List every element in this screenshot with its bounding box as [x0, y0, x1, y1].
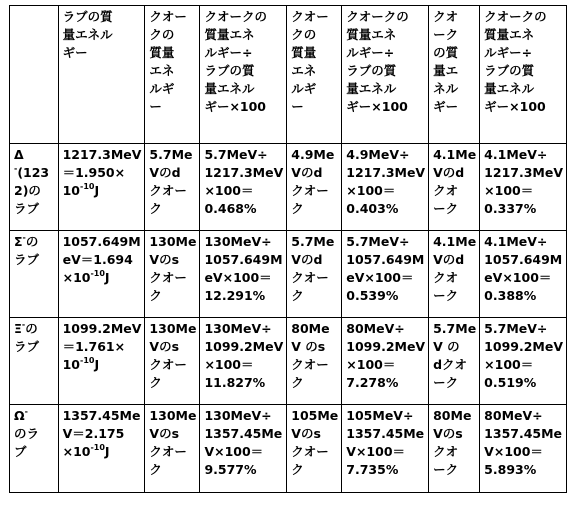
lab-energy-unit: J	[104, 444, 110, 459]
ratio-cell-2: 5.7MeV÷ 1057.649M eV×100＝ 0.539%	[342, 231, 429, 318]
lab-energy-exponent: -10	[80, 356, 95, 365]
header-row	[10, 6, 567, 144]
row-label-superscript: -	[14, 164, 18, 173]
ratio-cell-3: 5.7MeV÷ 1099.2MeV ×100＝ 0.519%	[480, 318, 567, 405]
row-label-symbol: Σ	[14, 234, 23, 249]
quark-energy-cell-3: 4.1Me Vのd クオ ーク	[429, 144, 480, 231]
header-cell-quark-energy-2: クオー クの 質量 エネ ルギ ー	[287, 6, 342, 144]
ratio-cell-3: 4.1MeV÷ 1057.649M eV×100＝ 0.388%	[480, 231, 567, 318]
lab-energy-cell	[58, 405, 145, 493]
row-label-text: (123 2)の ラブ	[14, 165, 50, 216]
lab-energy-value: 1357.45Me V＝2.175 ×10	[62, 408, 141, 459]
table-row-sigma	[10, 231, 567, 318]
header-cell-corner	[10, 6, 59, 144]
quark-energy-cell-2: 80Me V のs クオー ク	[287, 318, 342, 405]
lab-energy-value: 1057.649M eV＝1.694 ×10	[62, 234, 141, 285]
quark-energy-cell-3: 5.7Me V の dクオ ーク	[429, 318, 480, 405]
quark-energy-cell-1: 130Me Vのs クオー ク	[145, 405, 200, 493]
header-cell-ratio-2: クオークの 質量エネ ルギー÷ ラブの質 量エネル ギー×100	[342, 6, 429, 144]
header-cell-ratio-1: クオークの 質量エネ ルギー÷ ラブの質 量エネル ギー×100	[200, 6, 287, 144]
mass-energy-table	[9, 5, 567, 493]
lab-energy-cell	[58, 318, 145, 405]
quark-energy-cell-1: 5.7Me Vのd クオー ク	[145, 144, 200, 231]
header-cell-lab-energy: ラブの質 量エネル ギー	[58, 6, 145, 144]
row-label-cell	[10, 144, 59, 231]
quark-energy-cell-2: 105Me Vのs クオー ク	[287, 405, 342, 493]
row-label-cell	[10, 318, 59, 405]
lab-energy-value: 1217.3MeV ＝1.950× 10	[62, 147, 142, 198]
ratio-cell-2: 4.9MeV÷ 1217.3MeV ×100＝ 0.403%	[342, 144, 429, 231]
quark-energy-cell-1: 130Me Vのs クオー ク	[145, 231, 200, 318]
header-cell-quark-energy-3: クオ ーク の質 量エ ネル ギー	[429, 6, 480, 144]
ratio-cell-1: 130MeV÷ 1057.649M eV×100＝ 12.291%	[200, 231, 287, 318]
row-label-text: の ラブ	[14, 234, 40, 267]
row-label-superscript: -	[24, 407, 28, 416]
quark-energy-cell-3: 80Me Vのs クオ ーク	[429, 405, 480, 493]
lab-energy-unit: J	[104, 270, 110, 285]
lab-energy-exponent: -10	[90, 443, 105, 452]
quark-energy-cell-2: 4.9Me Vのd クオー ク	[287, 144, 342, 231]
lab-energy-unit: J	[94, 183, 100, 198]
ratio-cell-1: 130MeV÷ 1357.45Me V×100＝ 9.577%	[200, 405, 287, 493]
lab-energy-value: 1099.2MeV ＝1.761× 10	[62, 321, 142, 372]
row-label-symbol: Ξ	[14, 321, 22, 336]
ratio-cell-2: 80MeV÷ 1099.2MeV ×100＝ 7.278%	[342, 318, 429, 405]
ratio-cell-1: 130MeV÷ 1099.2MeV ×100＝ 11.827%	[200, 318, 287, 405]
table-row-xi	[10, 318, 567, 405]
ratio-cell-1: 5.7MeV÷ 1217.3MeV ×100＝ 0.468%	[200, 144, 287, 231]
quark-energy-cell-1: 130Me Vのs クオー ク	[145, 318, 200, 405]
row-label-symbol: Δ	[14, 147, 24, 162]
row-label-superscript: -	[21, 320, 26, 329]
ratio-cell-2: 105MeV÷ 1357.45Me V×100＝ 7.735%	[342, 405, 429, 493]
header-cell-quark-energy-1: クオー クの 質量 エネ ルギ ー	[145, 6, 200, 144]
header-cell-ratio-3: クオークの 質量エネ ルギー÷ ラブの質 量エネル ギー×100	[480, 6, 567, 144]
ratio-cell-3: 4.1MeV÷ 1217.3MeV ×100＝ 0.337%	[480, 144, 567, 231]
document-page	[9, 5, 567, 493]
lab-energy-unit: J	[94, 357, 100, 372]
row-label-text: のラ ブ	[14, 426, 40, 459]
row-label-text: の ラブ	[14, 321, 40, 354]
table-row-delta	[10, 144, 567, 231]
lab-energy-cell	[58, 144, 145, 231]
ratio-cell-3: 80MeV÷ 1357.45Me V×100＝ 5.893%	[480, 405, 567, 493]
row-label-symbol: Ω	[14, 408, 25, 423]
row-label-superscript: -	[22, 233, 26, 242]
quark-energy-cell-2: 5.7Me Vのd クオー ク	[287, 231, 342, 318]
lab-energy-exponent: -10	[90, 269, 105, 278]
quark-energy-cell-3: 4.1Me Vのd クオ ーク	[429, 231, 480, 318]
row-label-cell	[10, 231, 59, 318]
lab-energy-exponent: -10	[80, 182, 95, 191]
lab-energy-cell	[58, 231, 145, 318]
table-row-omega	[10, 405, 567, 493]
row-label-cell	[10, 405, 59, 493]
